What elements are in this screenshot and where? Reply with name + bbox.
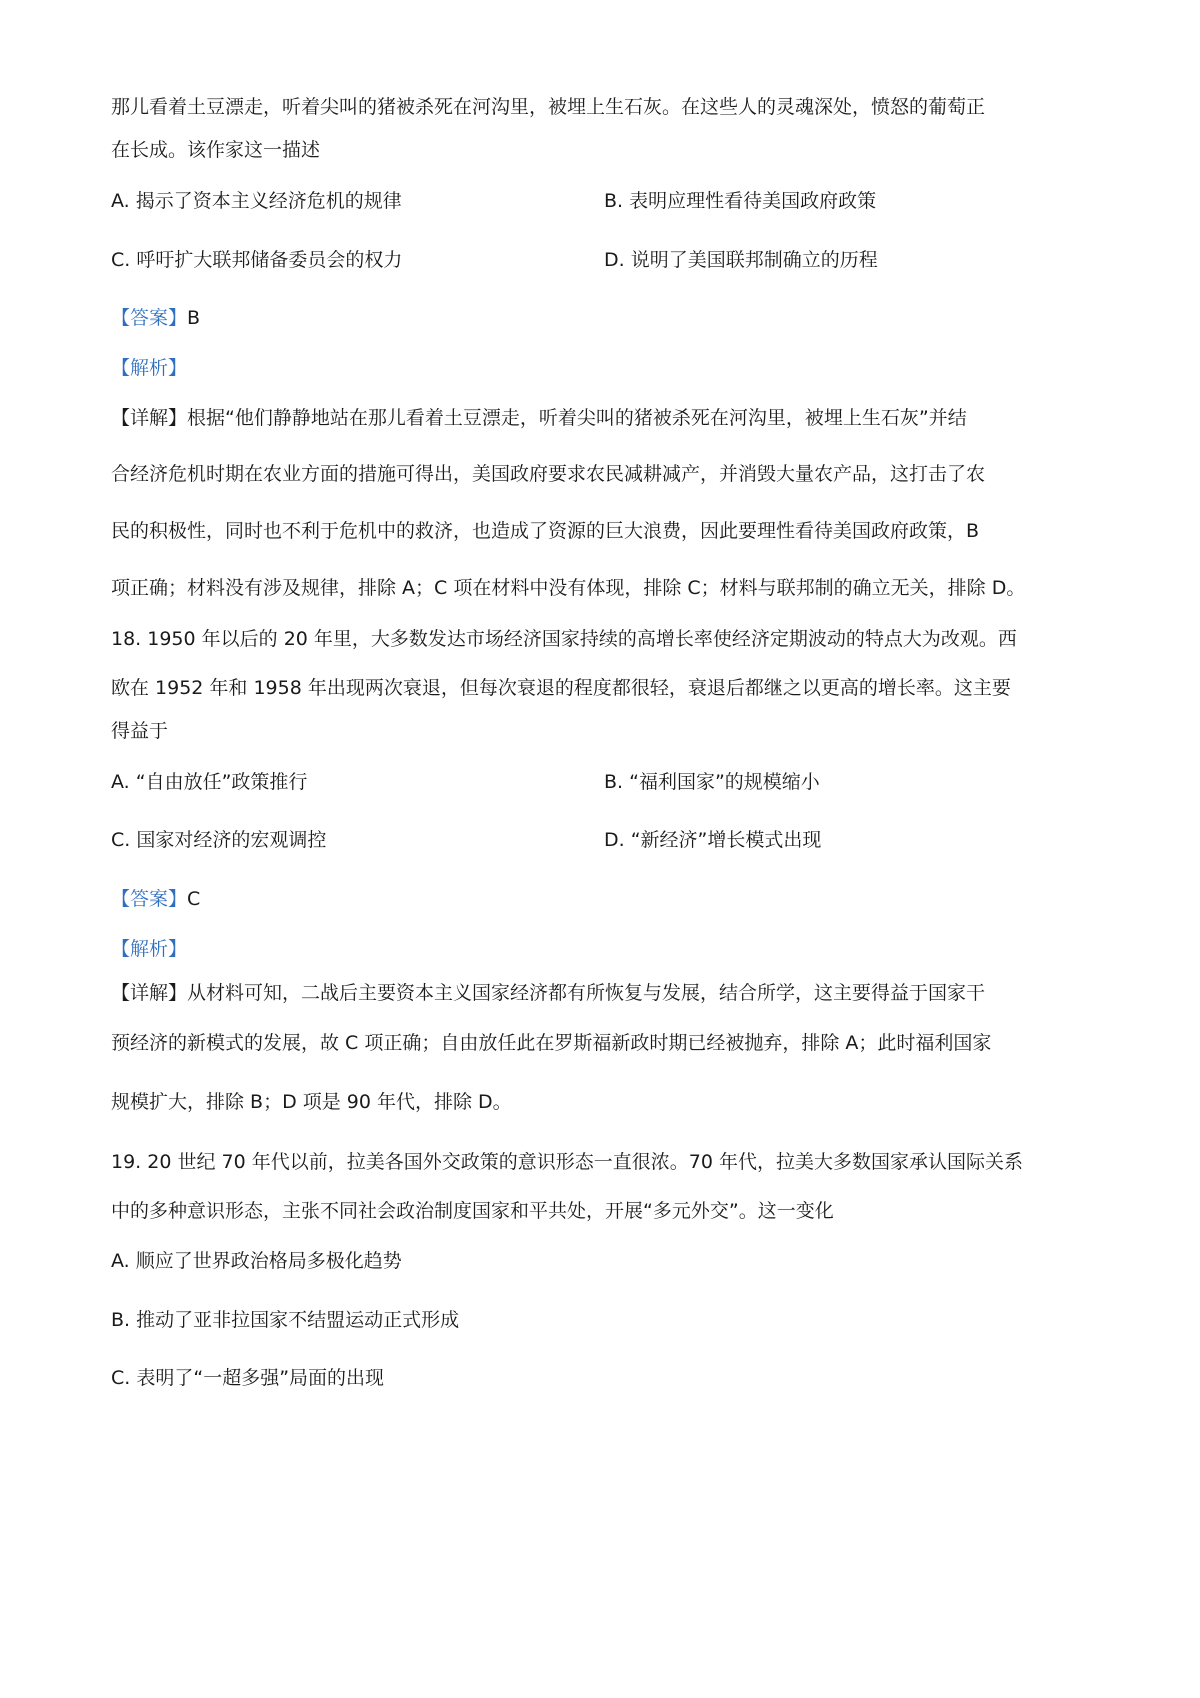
q17-detail-line-4: 项正确；材料没有涉及规律，排除 A；C 项在材料中没有体现，排除 C；材料与联邦制的确立无关，排除 D。 <box>111 577 1026 599</box>
q17-option-b: B. 表明应理性看待美国政府政策 <box>604 190 877 212</box>
q19-option-c: C. 表明了“一超多强”局面的出现 <box>111 1367 385 1389</box>
answer-value: C <box>187 888 201 910</box>
answer-tag: 【答案】 <box>111 307 188 329</box>
q17-analysis-tag: 【解析】 <box>111 357 188 379</box>
q19-stem-line-2: 中的多种意识形态，主张不同社会政治制度国家和平共处，开展“多元外交”。这一变化 <box>111 1200 834 1222</box>
q17-option-d: D. 说明了美国联邦制确立的历程 <box>604 249 878 271</box>
q18-detail-line-1: 【详解】从材料可知，二战后主要资本主义国家经济都有所恢复与发展，结合所学，这主要得益于国家干 <box>111 982 986 1004</box>
q17-detail-line-1: 【详解】根据“他们静静地站在那儿看着土豆漂走，听着尖叫的猪被杀死在河沟里，被埋上生石灰”并结 <box>111 407 967 429</box>
q17-stem-line-1: 那儿看着土豆漂走，听着尖叫的猪被杀死在河沟里，被埋上生石灰。在这些人的灵魂深处，愤怒的葡萄正 <box>111 96 986 118</box>
q18-stem-line-3: 得益于 <box>111 720 169 742</box>
q18-stem-line-1: 18. 1950 年以后的 20 年里，大多数发达市场经济国家持续的高增长率使经济定期波动的特点大为改观。西 <box>111 628 1017 650</box>
q18-detail-line-2: 预经济的新模式的发展，故 C 项正确；自由放任此在罗斯福新政时期已经被抛弃，排除 A；此时福利国家 <box>111 1032 992 1054</box>
q17-detail-line-2: 合经济危机时期在农业方面的措施可得出，美国政府要求农民减耕减产，并消毁大量农产品，这打击了农 <box>111 463 986 485</box>
q18-option-a: A. “自由放任”政策推行 <box>111 771 308 793</box>
q19-option-a: A. 顺应了世界政治格局多极化趋势 <box>111 1250 402 1272</box>
q18-option-b: B. “福利国家”的规模缩小 <box>604 771 820 793</box>
q18-option-c: C. 国家对经济的宏观调控 <box>111 829 327 851</box>
q18-analysis-tag: 【解析】 <box>111 938 188 960</box>
q19-stem-line-1: 19. 20 世纪 70 年代以前，拉美各国外交政策的意识形态一直很浓。70 年代，拉美大多数国家承认国际关系 <box>111 1151 1023 1173</box>
q17-detail-line-3: 民的积极性，同时也不利于危机中的救济，也造成了资源的巨大浪费，因此要理性看待美国政府政策，B <box>111 520 980 542</box>
q17-answer <box>111 303 1090 333</box>
q18-answer <box>111 884 1090 914</box>
answer-value: B <box>187 307 201 329</box>
q17-stem-line-2: 在长成。该作家这一描述 <box>111 139 321 161</box>
q17-option-a: A. 揭示了资本主义经济危机的规律 <box>111 190 402 212</box>
q18-detail-line-3: 规模扩大，排除 B；D 项是 90 年代，排除 D。 <box>111 1091 512 1113</box>
q19-option-b: B. 推动了亚非拉国家不结盟运动正式形成 <box>111 1309 460 1331</box>
answer-tag: 【答案】 <box>111 888 188 910</box>
q17-option-c: C. 呼吁扩大联邦储备委员会的权力 <box>111 249 403 271</box>
q18-option-d: D. “新经济”增长模式出现 <box>604 829 822 851</box>
q18-stem-line-2: 欧在 1952 年和 1958 年出现两次衰退，但每次衰退的程度都很轻，衰退后都继之以更高的增长率。这主要 <box>111 677 1011 699</box>
